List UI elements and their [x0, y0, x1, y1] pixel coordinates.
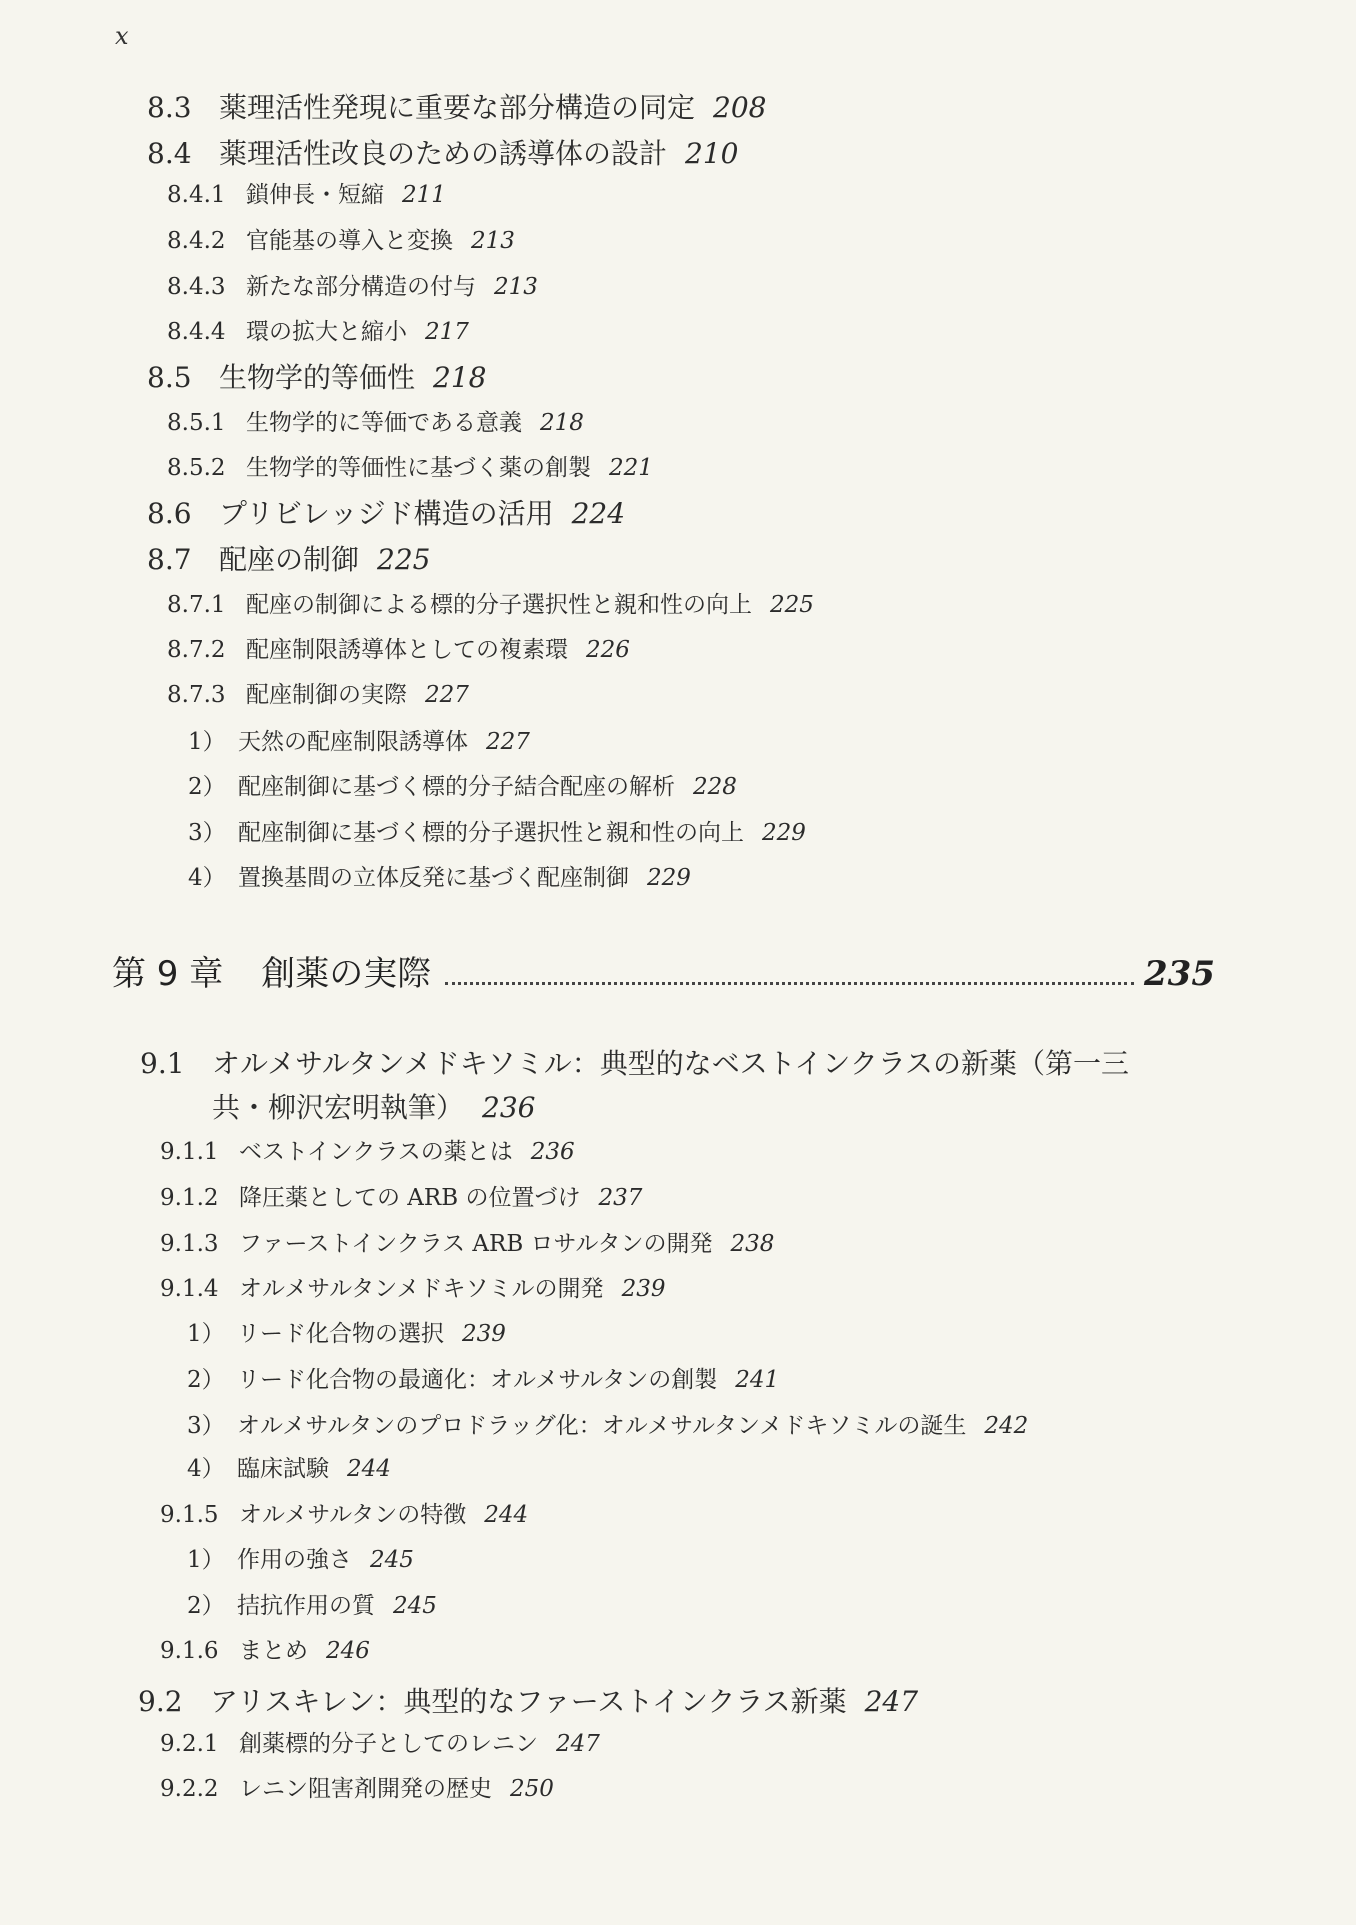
toc-entry[interactable]: [160, 1733, 600, 1756]
entry-title: リード化合物の最適化：オルメサルタンの創製: [237, 1367, 718, 1393]
toc-entry[interactable]: [187, 1549, 414, 1572]
entry-page: 237: [598, 1185, 643, 1211]
entry-number: 8.4.3: [167, 274, 226, 300]
entry-number: 8.5.2: [167, 455, 226, 481]
entry-title: 生物学的に等価である意義: [246, 410, 522, 436]
entry-page: 211: [402, 182, 446, 208]
entry-page: 224: [571, 497, 626, 530]
entry-number: 4）: [187, 1456, 225, 1482]
toc-entry[interactable]: [187, 1323, 506, 1346]
entry-number: 9.1.5: [160, 1502, 219, 1528]
entry-page: 228: [693, 774, 737, 800]
entry-page: 244: [484, 1502, 529, 1528]
entry-page: 250: [510, 1776, 554, 1802]
toc-entry[interactable]: [188, 822, 806, 845]
entry-title: 薬理活性改良のための誘導体の設計: [219, 137, 668, 170]
toc-entry[interactable]: [187, 1415, 1028, 1438]
entry-title: 配座制御に基づく標的分子選択性と親和性の向上: [238, 820, 744, 846]
entry-page: 239: [621, 1276, 666, 1302]
entry-page: 218: [540, 410, 584, 436]
entry-number: 9.1.4: [160, 1276, 219, 1302]
toc-entry[interactable]: [138, 1685, 919, 1718]
entry-page: 213: [494, 274, 538, 300]
entry-number: 8.7.3: [167, 682, 226, 708]
entry-page: 242: [984, 1413, 1029, 1439]
entry-number: 8.4.2: [167, 228, 226, 254]
entry-title: オルメサルタンメドキソミルの開発: [239, 1276, 604, 1302]
entry-page: 227: [486, 729, 530, 755]
toc-entry[interactable]: [167, 412, 584, 435]
entry-title: 配座制御の実際: [246, 682, 407, 708]
toc-entry[interactable]: [147, 361, 487, 394]
entry-number: 8.4: [147, 137, 192, 170]
toc-entry[interactable]: [160, 1504, 528, 1527]
entry-page: 208: [713, 91, 767, 124]
entry-title: 生物学的等価性に基づく薬の創製: [246, 455, 591, 481]
entry-title: リード化合物の選択: [237, 1321, 444, 1347]
entry-page: 218: [433, 361, 487, 394]
entry-page: 225: [377, 543, 431, 576]
toc-entry[interactable]: [160, 1278, 665, 1301]
toc-entry[interactable]: [188, 776, 737, 799]
entry-title: 配座の制御による標的分子選択性と親和性の向上: [246, 592, 752, 618]
entry-page: 225: [770, 592, 814, 618]
entry-number: 9.2.1: [160, 1731, 219, 1757]
entry-page: 236: [530, 1139, 575, 1165]
entry-number: 8.7.2: [167, 637, 226, 663]
entry-number: 2）: [187, 1367, 225, 1393]
entry-page: 244: [347, 1456, 391, 1482]
entry-number: 2）: [187, 1593, 225, 1619]
entry-number: 8.3: [147, 91, 192, 124]
entry-page: 247: [864, 1685, 919, 1718]
entry-number: 9.1.1: [160, 1139, 219, 1165]
entry-title: 臨床試験: [237, 1456, 329, 1482]
entry-title: アリスキレン：典型的なファーストインクラス新薬: [210, 1685, 847, 1718]
entry-title: 新たな部分構造の付与: [246, 274, 476, 300]
toc-entry[interactable]: [147, 137, 739, 170]
toc-entry[interactable]: [160, 1778, 554, 1801]
toc-entry[interactable]: [167, 276, 538, 299]
entry-title: レニン阻害剤開発の歴史: [239, 1776, 492, 1802]
entry-number: 9.1.3: [160, 1231, 219, 1257]
entry-title: 配座制限誘導体としての複素環: [246, 637, 568, 663]
entry-page: 245: [370, 1547, 414, 1573]
entry-title-line2: 共・柳沢宏明執筆）: [212, 1091, 465, 1124]
entry-page: 246: [326, 1638, 370, 1664]
entry-page: 217: [425, 319, 469, 345]
entry-page: 227: [425, 682, 469, 708]
entry-number: 1）: [187, 1321, 225, 1347]
toc-entry[interactable]: [147, 91, 767, 124]
entry-number: 9.1.2: [160, 1185, 219, 1211]
toc-entry[interactable]: [167, 684, 469, 707]
entry-title-line1: オルメサルタンメドキソミル：典型的なベストインクラスの新薬（第一三: [212, 1047, 1130, 1080]
entry-title: 薬理活性発現に重要な部分構造の同定: [219, 91, 696, 124]
toc-entry[interactable]: [167, 594, 814, 617]
entry-page: 210: [685, 137, 739, 170]
entry-title: オルメサルタンの特徴: [239, 1502, 467, 1528]
entry-page: 245: [393, 1593, 437, 1619]
chapter-heading[interactable]: [112, 954, 1215, 994]
entry-page: 241: [735, 1367, 780, 1393]
entry-number: 3）: [187, 1413, 225, 1439]
entry-title: 配座制御に基づく標的分子結合配座の解析: [238, 774, 675, 800]
toc-entry[interactable]: [187, 1595, 437, 1618]
entry-page: 247: [556, 1731, 600, 1757]
chapter-title: 創薬の実際: [261, 954, 432, 994]
entry-page: 236: [482, 1091, 536, 1124]
entry-title: 作用の強さ: [237, 1547, 352, 1573]
entry-title: 置換基間の立体反発に基づく配座制御: [238, 865, 629, 891]
entry-title: プリビレッジド構造の活用: [219, 497, 554, 530]
entry-number: 8.5.1: [167, 410, 226, 436]
entry-page: 221: [609, 455, 653, 481]
chapter-page: 235: [1144, 954, 1215, 994]
entry-number: 2）: [188, 774, 226, 800]
entry-number: 8.4.4: [167, 319, 226, 345]
toc-entry[interactable]: [167, 639, 630, 662]
entry-title: 配座の制御: [219, 543, 360, 576]
entry-number: 8.6: [147, 497, 192, 530]
entry-number: 4）: [188, 865, 226, 891]
entry-number: 8.4.1: [167, 182, 226, 208]
entry-title: オルメサルタンのプロドラッグ化：オルメサルタンメドキソミルの誕生: [237, 1413, 967, 1439]
entry-number: 9.2.2: [160, 1776, 219, 1802]
chapter-label: 第 9 章: [112, 954, 224, 994]
entry-page: 229: [647, 865, 691, 891]
toc-entry[interactable]: [167, 321, 469, 344]
entry-page: 239: [462, 1321, 506, 1347]
entry-title: 生物学的等価性: [219, 361, 416, 394]
entry-number: 9.1.6: [160, 1638, 219, 1664]
toc-entry[interactable]: [187, 1369, 779, 1392]
entry-number: 9.1: [140, 1047, 185, 1080]
toc-entry[interactable]: [160, 1640, 370, 1663]
toc-entry[interactable]: [147, 543, 431, 576]
toc-entry[interactable]: [160, 1233, 774, 1256]
toc-entry[interactable]: [188, 731, 530, 754]
entry-number: 3）: [188, 820, 226, 846]
entry-title: 環の拡大と縮小: [246, 319, 407, 345]
toc-entry[interactable]: [160, 1141, 575, 1164]
entry-title: 天然の配座制限誘導体: [238, 729, 468, 755]
entry-page: 238: [730, 1231, 775, 1257]
entry-number: 8.7: [147, 543, 192, 576]
entry-page: 226: [586, 637, 630, 663]
entry-number: 1）: [187, 1547, 225, 1573]
entry-title: まとめ: [239, 1638, 308, 1664]
toc-entry-9-1[interactable]: [140, 1047, 1130, 1080]
entry-title: ファーストインクラス ARB ロサルタンの開発: [239, 1231, 713, 1257]
toc-entry[interactable]: [147, 497, 626, 530]
toc-entry[interactable]: [188, 867, 691, 890]
entry-title: ベストインクラスの薬とは: [239, 1139, 513, 1165]
entry-page: 229: [762, 820, 806, 846]
toc-entry-9-1-cont[interactable]: [212, 1091, 536, 1124]
toc-entry[interactable]: [167, 457, 653, 480]
entry-number: 1）: [188, 729, 226, 755]
toc-entry[interactable]: [167, 184, 446, 207]
entry-title: 拮抗作用の質: [237, 1593, 375, 1619]
toc-entry[interactable]: [160, 1187, 642, 1210]
entry-title: 降圧薬としての ARB の位置づけ: [239, 1185, 581, 1211]
entry-title: 創薬標的分子としてのレニン: [239, 1731, 538, 1757]
dot-leader: [445, 982, 1134, 985]
page-folio: x: [115, 22, 129, 50]
toc-entry[interactable]: [167, 230, 515, 253]
entry-title: 鎖伸長・短縮: [246, 182, 384, 208]
entry-title: 官能基の導入と変換: [246, 228, 453, 254]
toc-entry[interactable]: [187, 1458, 391, 1481]
entry-number: 9.2: [138, 1685, 183, 1718]
entry-number: 8.7.1: [167, 592, 226, 618]
entry-number: 8.5: [147, 361, 192, 394]
entry-page: 213: [471, 228, 515, 254]
